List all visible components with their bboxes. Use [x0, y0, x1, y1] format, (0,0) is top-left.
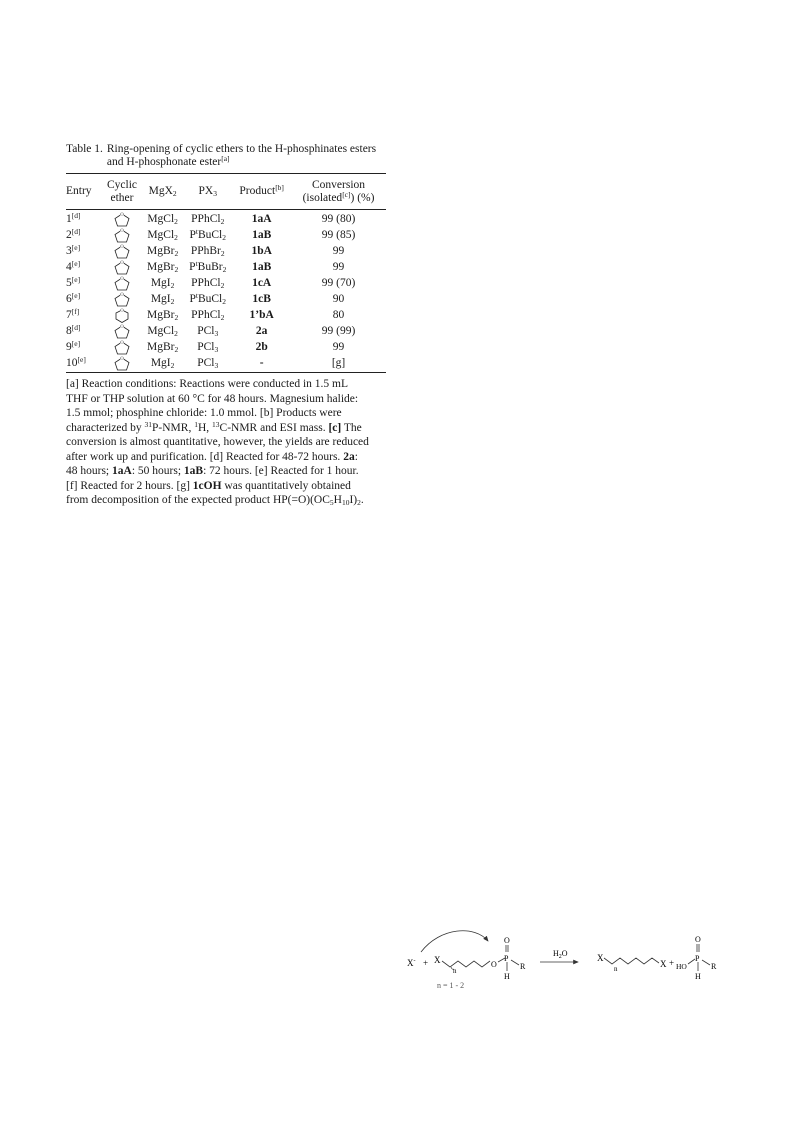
header-conversion: Conversion (isolated[c]) (%): [302, 178, 375, 204]
footnote-line: [f] Reacted for 2 hours. [g] 1cOH was quantitatively obtained: [66, 479, 351, 492]
mgx2-cell: MgBr$_2$: [146, 261, 179, 275]
px3-cell: $P^tBuCl_2$: [189, 227, 227, 243]
ring-cell: [102, 260, 142, 276]
tetrahydrofuran-ring-icon: [112, 292, 132, 308]
entry-cell: 10[e]: [66, 355, 86, 370]
footnote-line: conversion is almost quantitative, however, the yields are reduced: [66, 436, 369, 448]
scheme-prod-x1: X: [597, 953, 604, 963]
footnote-line: after work up and purification. [d] Reacted for 48-72 hours. 2a:: [66, 450, 358, 463]
product-chain: [604, 958, 659, 964]
footnote-line: characterized by $^{31}$P-NMR, $^1$H, $^{13}$C-NMR and ESI mass. [c] The: [66, 419, 362, 434]
scheme-p: P: [504, 954, 509, 963]
footnote-line: 1.5 mmol; phosphine chloride: 1.0 mmol. [b] Products were: [66, 407, 342, 419]
svg-text:O: O: [120, 324, 124, 329]
scheme-h: H: [504, 972, 510, 981]
tetrahydrofuran-ring-icon: [112, 276, 132, 292]
mgx2-cell: MgCl$_2$: [147, 213, 178, 227]
mgx2-cell: MgBr$_2$: [146, 245, 179, 259]
px3-cell: PCl$_3$: [197, 325, 219, 339]
scheme-ho: HO: [676, 962, 687, 971]
entry-cell: 1[d]: [66, 211, 81, 226]
entry-cell: 4[e]: [66, 259, 81, 274]
attack-arrow: [421, 931, 488, 952]
caption-text: Ring-opening of cyclic ethers to the H-phosphinates esters and H-phosphonate ester: [106, 143, 377, 168]
mgx2-cell: MgI$_2$: [150, 277, 175, 291]
tetrahydropyran-ring-icon: [112, 308, 132, 324]
results-table: [66, 174, 386, 372]
entry-cell: 8[d]: [66, 323, 81, 338]
scheme-prod-x2: X: [660, 959, 667, 969]
product-cell: 1aB: [252, 261, 272, 274]
product-cell: 1cB: [252, 293, 271, 306]
scheme-plus: +: [423, 958, 429, 968]
product-cell: 1bA: [251, 245, 272, 258]
conversion-cell: 99: [332, 245, 345, 258]
table-row: [66, 324, 386, 340]
table-row: [66, 260, 386, 276]
px3-cell: $P^tBuBr_2$: [189, 259, 227, 275]
scheme-o-ester: O: [491, 960, 497, 969]
ring-cell: [102, 276, 142, 292]
svg-text:O: O: [120, 292, 124, 297]
entry-cell: 2[d]: [66, 227, 81, 242]
product-cell: 2b: [255, 341, 268, 354]
scheme-o-double: O: [504, 936, 510, 945]
conversion-cell: 99: [332, 341, 345, 354]
product-cell: 1’bA: [249, 309, 274, 322]
entry-cell: 9[e]: [66, 339, 81, 354]
table-row: [66, 276, 386, 292]
product-cell: 1aA: [251, 213, 272, 226]
footnote-line: [a] Reaction conditions: Reactions were conducted in 1.5 mL: [66, 378, 348, 390]
product-cell: 2a: [255, 325, 268, 338]
mgx2-cell: MgI$_2$: [150, 357, 175, 371]
scheme-h2: H: [695, 972, 701, 981]
px3-cell: PPhBr$_2$: [190, 245, 225, 259]
header-entry: Entry: [66, 185, 92, 197]
caption-label: Table 1.: [66, 143, 103, 155]
table-row: [66, 356, 386, 372]
scheme-plus2: +: [669, 958, 675, 968]
table-footnote: [66, 377, 386, 508]
entry-cell: 5[e]: [66, 275, 81, 290]
mgx2-cell: MgI$_2$: [150, 293, 175, 307]
mgx2-cell: MgCl$_2$: [147, 229, 178, 243]
svg-text:O: O: [120, 308, 124, 313]
header-cyclic-ether: Cyclic ether: [106, 178, 138, 204]
product-cell: -: [259, 357, 264, 370]
footnote-line: THF or THP solution at 60 °C for 48 hours. Magnesium halide:: [66, 392, 359, 405]
ring-cell: [102, 324, 142, 340]
product-cell: 1cA: [252, 277, 272, 290]
scheme-n: n: [453, 967, 457, 975]
mgx2-cell: MgBr$_2$: [146, 341, 179, 355]
caption-sup: [a]: [221, 154, 230, 163]
tetrahydrofuran-ring-icon: [112, 228, 132, 244]
conversion-cell: 90: [332, 293, 345, 306]
px3-cell: PPhCl$_2$: [191, 309, 225, 323]
ring-cell: [102, 356, 142, 372]
scheme-p2: P: [695, 954, 700, 963]
mgx2-cell: MgCl$_2$: [147, 325, 178, 339]
conversion-cell: 99 (80): [321, 213, 356, 226]
header-product: Product[b]: [239, 183, 284, 197]
bottom-rule: [66, 372, 386, 373]
svg-text:O: O: [120, 228, 124, 233]
tetrahydrofuran-ring-icon: [112, 212, 132, 228]
entry-cell: 6[e]: [66, 291, 81, 306]
header-px3: $PX_3$: [198, 185, 217, 198]
header-row: [66, 174, 386, 210]
tetrahydrofuran-ring-icon: [112, 260, 132, 276]
scheme-r2: R: [711, 962, 717, 971]
scheme-n-range: n = 1 - 2: [437, 981, 465, 990]
table-row: [66, 228, 386, 244]
header-mgx2: MgX$_2$: [148, 185, 177, 198]
conversion-cell: 99 (85): [321, 229, 356, 242]
conversion-cell: 99 (99): [321, 325, 356, 338]
ring-cell: [102, 228, 142, 244]
scheme-reagent: $H_2O$: [553, 949, 568, 960]
alkyl-chain: [442, 961, 490, 967]
table-row: [66, 212, 386, 228]
svg-text:O: O: [120, 340, 124, 345]
conversion-cell: [g]: [331, 357, 346, 370]
mgx2-cell: MgBr$_2$: [146, 309, 179, 323]
table-body: [66, 212, 386, 372]
px3-cell: $P^tBuCl_2$: [189, 291, 227, 307]
footnote-line: from decomposition of the expected product $HP(=O)(OC_5H_{10}I)_2$.: [66, 494, 364, 507]
table-caption: [66, 143, 386, 169]
table-row: [66, 340, 386, 356]
scheme-prod-n: n: [614, 965, 618, 973]
product-cell: 1aB: [252, 229, 272, 242]
svg-text:O: O: [120, 356, 124, 361]
table-1: [66, 143, 386, 508]
ring-cell: [102, 308, 142, 324]
scheme-o2: O: [695, 935, 701, 944]
px3-cell: PCl$_3$: [197, 341, 219, 355]
svg-text:O: O: [120, 276, 124, 281]
conversion-cell: 80: [332, 309, 345, 322]
scheme-x: X: [434, 955, 441, 965]
conversion-cell: 99: [332, 261, 345, 274]
scheme-r: R: [520, 962, 526, 971]
ring-cell: [102, 340, 142, 356]
tetrahydrofuran-ring-icon: [112, 244, 132, 260]
ring-cell: [102, 244, 142, 260]
tetrahydrofuran-ring-icon: [112, 324, 132, 340]
tetrahydrofuran-ring-icon: [112, 340, 132, 356]
svg-text:O: O: [120, 260, 124, 265]
scheme-x-minus: X-: [407, 958, 416, 968]
table-row: [66, 308, 386, 324]
footnote-line: 48 hours; 1aA: 50 hours; 1aB: 72 hours. [e] Reacted for 1 hour.: [66, 465, 359, 477]
px3-cell: PPhCl$_2$: [191, 277, 225, 291]
ring-cell: [102, 292, 142, 308]
entry-cell: 7[f]: [66, 307, 80, 322]
svg-text:O: O: [120, 212, 124, 217]
reaction-scheme: [395, 905, 725, 995]
conversion-cell: 99 (70): [321, 277, 356, 290]
ring-cell: [102, 212, 142, 228]
table-row: [66, 292, 386, 308]
svg-text:O: O: [120, 244, 124, 249]
entry-cell: 3[e]: [66, 243, 81, 258]
px3-cell: PCl$_3$: [197, 357, 219, 371]
tetrahydrofuran-ring-icon: [112, 356, 132, 372]
table-row: [66, 244, 386, 260]
px3-cell: PPhCl$_2$: [191, 213, 225, 227]
